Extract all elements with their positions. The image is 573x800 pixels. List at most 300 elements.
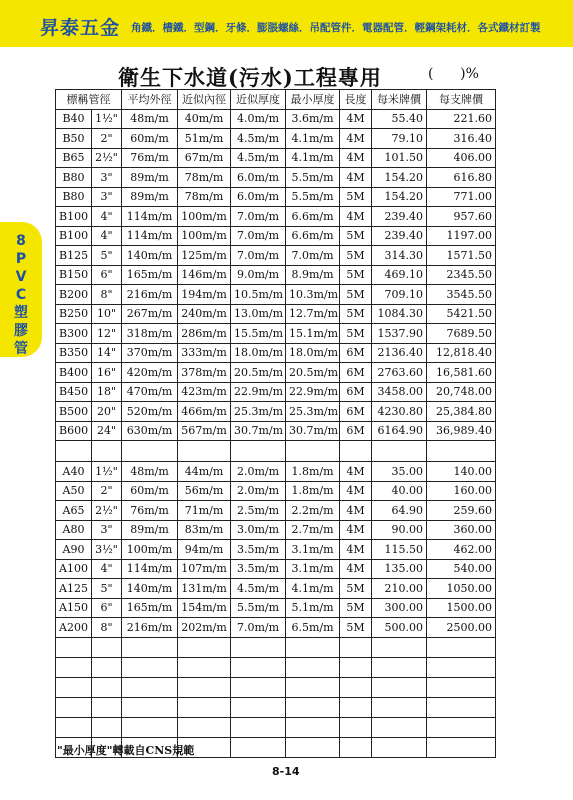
table-cell: 3458.00 [372, 382, 427, 402]
table-cell: 100m/m [178, 226, 231, 246]
table-cell: A100 [56, 559, 92, 579]
table-cell: 94m/m [178, 540, 231, 560]
table-cell: 6M [340, 421, 372, 441]
table-cell [178, 441, 231, 462]
table-row [56, 168, 496, 188]
table-cell: 2.2m/m [286, 501, 340, 521]
table-cell: 5421.50 [427, 304, 496, 324]
table-cell: A65 [56, 501, 92, 521]
table-row [56, 520, 496, 540]
table-cell: 423m/m [178, 382, 231, 402]
table-cell: A90 [56, 540, 92, 560]
table-cell: 4M [340, 168, 372, 188]
table-cell: 10" [92, 304, 122, 324]
table-cell [372, 737, 427, 757]
table-cell: 5.5m/m [286, 168, 340, 188]
table-cell: 83m/m [178, 520, 231, 540]
table-cell: 1571.50 [427, 246, 496, 266]
table-cell: 100m/m [122, 540, 178, 560]
table-cell: B150 [56, 265, 92, 285]
table-cell: 466m/m [178, 402, 231, 422]
table-cell [372, 637, 427, 657]
table-cell: 5M [340, 598, 372, 618]
table-cell: 221.60 [427, 109, 496, 129]
table-cell [56, 441, 92, 462]
table-cell: 5M [340, 246, 372, 266]
table-cell: 462.00 [427, 540, 496, 560]
header-cell: 最小厚度 [286, 90, 340, 110]
table-cell: B100 [56, 226, 92, 246]
table-cell [122, 441, 178, 462]
table-cell [372, 697, 427, 717]
table-cell: 5M [340, 265, 372, 285]
table-cell [340, 657, 372, 677]
table-cell: 3.0m/m [231, 520, 286, 540]
table-cell [178, 717, 231, 737]
table-cell: 76m/m [122, 501, 178, 521]
table-row [56, 226, 496, 246]
table-cell: 140m/m [122, 579, 178, 599]
table-cell: 771.00 [427, 187, 496, 207]
table-cell: 500.00 [372, 618, 427, 638]
table-cell: 16,581.60 [427, 363, 496, 383]
table-cell: 25.3m/m [231, 402, 286, 422]
table-cell: 314.30 [372, 246, 427, 266]
table-cell: 4M [340, 207, 372, 227]
table-cell: 4" [92, 207, 122, 227]
table-cell: 1½" [92, 462, 122, 482]
table-cell: 89m/m [122, 168, 178, 188]
section-tab-char: 管 [14, 341, 28, 357]
table-row [56, 363, 496, 383]
table-cell: 3.1m/m [286, 540, 340, 560]
table-cell [231, 737, 286, 757]
table-cell: 18.0m/m [231, 343, 286, 363]
table-cell: 957.60 [427, 207, 496, 227]
table-cell: 35.00 [372, 462, 427, 482]
table-cell [427, 441, 496, 462]
table-cell: 2.0m/m [231, 481, 286, 501]
table-cell [122, 657, 178, 677]
table-body [56, 109, 496, 757]
table-row [56, 343, 496, 363]
table-cell: B50 [56, 129, 92, 149]
table-cell: B40 [56, 109, 92, 129]
table-cell: 20.5m/m [286, 363, 340, 383]
table-cell: 4230.80 [372, 402, 427, 422]
table-cell: 3.5m/m [231, 559, 286, 579]
table-cell: 15.5m/m [231, 324, 286, 344]
empty-row [56, 657, 496, 677]
table-cell: B200 [56, 285, 92, 305]
table-cell: 3.1m/m [286, 559, 340, 579]
table-cell: 89m/m [122, 520, 178, 540]
table-cell: 154m/m [178, 598, 231, 618]
table-cell: 630m/m [122, 421, 178, 441]
table-cell: 4M [340, 559, 372, 579]
table-cell: 146m/m [178, 265, 231, 285]
table-cell [122, 637, 178, 657]
table-cell: 114m/m [122, 207, 178, 227]
table-cell: 8.9m/m [286, 265, 340, 285]
table-cell: 90.00 [372, 520, 427, 540]
empty-row [56, 697, 496, 717]
table-cell: 567m/m [178, 421, 231, 441]
table-cell: 8" [92, 618, 122, 638]
table-cell: 4.5m/m [231, 129, 286, 149]
table-row [56, 207, 496, 227]
table-cell: 40.00 [372, 481, 427, 501]
table-cell: 165m/m [122, 265, 178, 285]
table-cell: 5M [340, 618, 372, 638]
table-cell: 2.7m/m [286, 520, 340, 540]
table-cell [231, 441, 286, 462]
table-cell: 240m/m [178, 304, 231, 324]
table-cell: 267m/m [122, 304, 178, 324]
table-cell: 3545.50 [427, 285, 496, 305]
table-cell: 114m/m [122, 226, 178, 246]
table-cell [122, 717, 178, 737]
table-cell: 4M [340, 540, 372, 560]
table-cell [231, 657, 286, 677]
table-cell: 79.10 [372, 129, 427, 149]
table-cell: 5.5m/m [231, 598, 286, 618]
table-cell [56, 677, 92, 697]
table-cell: 5M [340, 324, 372, 344]
table-cell: 115.50 [372, 540, 427, 560]
table-cell: 56m/m [178, 481, 231, 501]
section-tab-char: P [15, 251, 27, 267]
table-cell: 7.0m/m [231, 207, 286, 227]
table-cell [122, 677, 178, 697]
table-cell: 60m/m [122, 481, 178, 501]
table-cell: 360.00 [427, 520, 496, 540]
table-cell: 6M [340, 382, 372, 402]
table-cell: 140.00 [427, 462, 496, 482]
table-row [56, 421, 496, 441]
table-cell: 16" [92, 363, 122, 383]
table-cell [231, 717, 286, 737]
header-cell: 標稱管徑 [56, 90, 122, 110]
table-cell: 48m/m [122, 109, 178, 129]
table-cell [231, 697, 286, 717]
table-cell: 6M [340, 343, 372, 363]
table-cell: 2763.60 [372, 363, 427, 383]
table-cell: 239.40 [372, 226, 427, 246]
table-cell: 15.1m/m [286, 324, 340, 344]
header-cell: 每米牌價 [372, 90, 427, 110]
table-cell: 540.00 [427, 559, 496, 579]
table-cell [372, 717, 427, 737]
table-cell: 1050.00 [427, 579, 496, 599]
table-cell [56, 657, 92, 677]
percent-label: ( )% [428, 66, 479, 82]
table-cell: 6.5m/m [286, 618, 340, 638]
table-cell [92, 637, 122, 657]
table-cell: 13.0m/m [231, 304, 286, 324]
table-cell: 286m/m [178, 324, 231, 344]
table-row [56, 129, 496, 149]
table-cell [56, 637, 92, 657]
table-cell: 2½" [92, 501, 122, 521]
table-cell [231, 637, 286, 657]
table-cell: 5.5m/m [286, 187, 340, 207]
table-cell: 18" [92, 382, 122, 402]
table-cell [427, 737, 496, 757]
table-cell [427, 717, 496, 737]
table-cell: 24" [92, 421, 122, 441]
table-cell: 1537.90 [372, 324, 427, 344]
table-cell: 300.00 [372, 598, 427, 618]
table-cell: 1500.00 [427, 598, 496, 618]
table-cell: 6.0m/m [231, 187, 286, 207]
table-cell: B100 [56, 207, 92, 227]
table-cell: 36,989.40 [427, 421, 496, 441]
table-row [56, 324, 496, 344]
table-cell: 4" [92, 559, 122, 579]
table-cell: 1.8m/m [286, 481, 340, 501]
table-row [56, 402, 496, 422]
table-cell: 4.1m/m [286, 579, 340, 599]
table-cell: 7.0m/m [231, 246, 286, 266]
header-tagline: 角鐵．槽鐵．型鋼．牙條．膨脹螺絲．吊配管件．電器配管．輕鋼架耗材．各式鐵材訂製 [131, 22, 541, 34]
table-row [56, 618, 496, 638]
table-cell: B350 [56, 343, 92, 363]
table-cell [178, 677, 231, 697]
table-cell: 10.5m/m [231, 285, 286, 305]
empty-row [56, 717, 496, 737]
table-row [56, 148, 496, 168]
table-cell: 30.7m/m [231, 421, 286, 441]
empty-row [56, 441, 496, 462]
table-cell [340, 637, 372, 657]
table-cell: A50 [56, 481, 92, 501]
table-cell: 216m/m [122, 618, 178, 638]
table-row [56, 382, 496, 402]
table-cell: 2.5m/m [231, 501, 286, 521]
table-cell: 107m/m [178, 559, 231, 579]
table-cell [286, 717, 340, 737]
table-cell [286, 697, 340, 717]
table-cell: 78m/m [178, 168, 231, 188]
table-cell: 6164.90 [372, 421, 427, 441]
table-cell: 6.6m/m [286, 207, 340, 227]
table-cell: B500 [56, 402, 92, 422]
table-cell: B80 [56, 187, 92, 207]
table-cell: 2136.40 [372, 343, 427, 363]
table-cell: 2½" [92, 148, 122, 168]
table-cell: 4M [340, 481, 372, 501]
table-cell: 7.0m/m [231, 618, 286, 638]
table-cell: 1197.00 [427, 226, 496, 246]
table-cell: 7.0m/m [286, 246, 340, 266]
table-cell: 60m/m [122, 129, 178, 149]
table-cell: B300 [56, 324, 92, 344]
empty-row [56, 677, 496, 697]
table-cell: A200 [56, 618, 92, 638]
table-cell: B600 [56, 421, 92, 441]
table-cell: B450 [56, 382, 92, 402]
table-cell [427, 637, 496, 657]
table-cell [178, 637, 231, 657]
table-cell: 4.1m/m [286, 129, 340, 149]
table-cell: 709.10 [372, 285, 427, 305]
table-cell: 154.20 [372, 187, 427, 207]
table-cell: 3.5m/m [231, 540, 286, 560]
section-tab-char: V [15, 269, 27, 285]
table-cell: 3" [92, 168, 122, 188]
table-row [56, 285, 496, 305]
table-cell: 318m/m [122, 324, 178, 344]
table-cell: B80 [56, 168, 92, 188]
price-table [55, 89, 496, 758]
table-cell: 3½" [92, 540, 122, 560]
table-cell [92, 441, 122, 462]
table-cell: 55.40 [372, 109, 427, 129]
table-cell: 5" [92, 579, 122, 599]
table-cell: 7689.50 [427, 324, 496, 344]
table-cell: 9.0m/m [231, 265, 286, 285]
header-cell: 近似厚度 [231, 90, 286, 110]
table-cell: B400 [56, 363, 92, 383]
table-row [56, 109, 496, 129]
table-cell [427, 697, 496, 717]
table-cell: 6M [340, 363, 372, 383]
table-cell: 5M [340, 285, 372, 305]
table-cell [340, 717, 372, 737]
table-cell [372, 657, 427, 677]
table-cell: 210.00 [372, 579, 427, 599]
table-cell [340, 737, 372, 757]
table-cell: 22.9m/m [286, 382, 340, 402]
table-cell: 20.5m/m [231, 363, 286, 383]
table-cell: A125 [56, 579, 92, 599]
table-cell: 5M [340, 226, 372, 246]
table-cell [92, 697, 122, 717]
table-cell: 4M [340, 109, 372, 129]
table-row [56, 304, 496, 324]
table-cell: 1.8m/m [286, 462, 340, 482]
table-cell: 202m/m [178, 618, 231, 638]
table-cell: 316.40 [427, 129, 496, 149]
table-cell: 5M [340, 579, 372, 599]
table-cell: 520m/m [122, 402, 178, 422]
table-cell [340, 441, 372, 462]
table-cell [427, 657, 496, 677]
table-cell: 18.0m/m [286, 343, 340, 363]
page-number: 8-14 [272, 765, 300, 778]
table-row [56, 481, 496, 501]
table-cell: 76m/m [122, 148, 178, 168]
table-cell: 71m/m [178, 501, 231, 521]
table-cell: 6" [92, 265, 122, 285]
table-cell: 4.5m/m [231, 148, 286, 168]
table-cell [340, 697, 372, 717]
table-cell: 5M [340, 304, 372, 324]
table-cell [178, 697, 231, 717]
header-cell: 近似內徑 [178, 90, 231, 110]
table-cell: 12" [92, 324, 122, 344]
table-row [56, 559, 496, 579]
table-cell: 48m/m [122, 462, 178, 482]
table-cell [122, 697, 178, 717]
table-cell: 44m/m [178, 462, 231, 482]
table-cell: 2500.00 [427, 618, 496, 638]
table-cell [286, 657, 340, 677]
table-cell: 165m/m [122, 598, 178, 618]
table-cell: 2345.50 [427, 265, 496, 285]
table-cell: 3" [92, 520, 122, 540]
table-cell [286, 737, 340, 757]
table-cell: B125 [56, 246, 92, 266]
table-cell: 259.60 [427, 501, 496, 521]
table-row [56, 462, 496, 482]
table-cell: 470m/m [122, 382, 178, 402]
header-cell: 平均外徑 [122, 90, 178, 110]
table-row [56, 579, 496, 599]
table-cell: 8" [92, 285, 122, 305]
table-cell: 12.7m/m [286, 304, 340, 324]
table-cell: 4.0m/m [231, 109, 286, 129]
header-cell: 每支牌價 [427, 90, 496, 110]
table-row [56, 265, 496, 285]
section-tab-char: C [15, 287, 27, 303]
table-cell: 6.0m/m [231, 168, 286, 188]
table-cell: 125m/m [178, 246, 231, 266]
table-cell: 78m/m [178, 187, 231, 207]
table-cell: 4M [340, 520, 372, 540]
table-cell: 20" [92, 402, 122, 422]
table-cell: B65 [56, 148, 92, 168]
table-cell: 378m/m [178, 363, 231, 383]
table-cell: 4M [340, 129, 372, 149]
table-cell [178, 657, 231, 677]
table-cell: B250 [56, 304, 92, 324]
table-row [56, 540, 496, 560]
table-cell: 6.6m/m [286, 226, 340, 246]
brand-name: 昇泰五金 [40, 17, 121, 39]
table-cell [56, 717, 92, 737]
table-cell: 1½" [92, 109, 122, 129]
table-cell: 239.40 [372, 207, 427, 227]
table-cell: 154.20 [372, 168, 427, 188]
table-cell: 4M [340, 462, 372, 482]
table-cell [372, 677, 427, 697]
table-cell: 2.0m/m [231, 462, 286, 482]
section-tab-label [8, 232, 34, 358]
table-cell: 135.00 [372, 559, 427, 579]
table-cell [92, 717, 122, 737]
table-cell [427, 677, 496, 697]
table-cell: 2" [92, 481, 122, 501]
table-row [56, 501, 496, 521]
table-cell: 2" [92, 129, 122, 149]
table-cell: 4.1m/m [286, 148, 340, 168]
table-cell: 12,818.40 [427, 343, 496, 363]
empty-row [56, 637, 496, 657]
table-row [56, 246, 496, 266]
table-cell: 89m/m [122, 187, 178, 207]
table-cell [92, 677, 122, 697]
table-cell [372, 441, 427, 462]
table-cell: 100m/m [178, 207, 231, 227]
table-cell: 5" [92, 246, 122, 266]
table-cell: 3.6m/m [286, 109, 340, 129]
table-cell: 64.90 [372, 501, 427, 521]
table-cell: 7.0m/m [231, 226, 286, 246]
table-cell: 140m/m [122, 246, 178, 266]
table-cell: 25.3m/m [286, 402, 340, 422]
